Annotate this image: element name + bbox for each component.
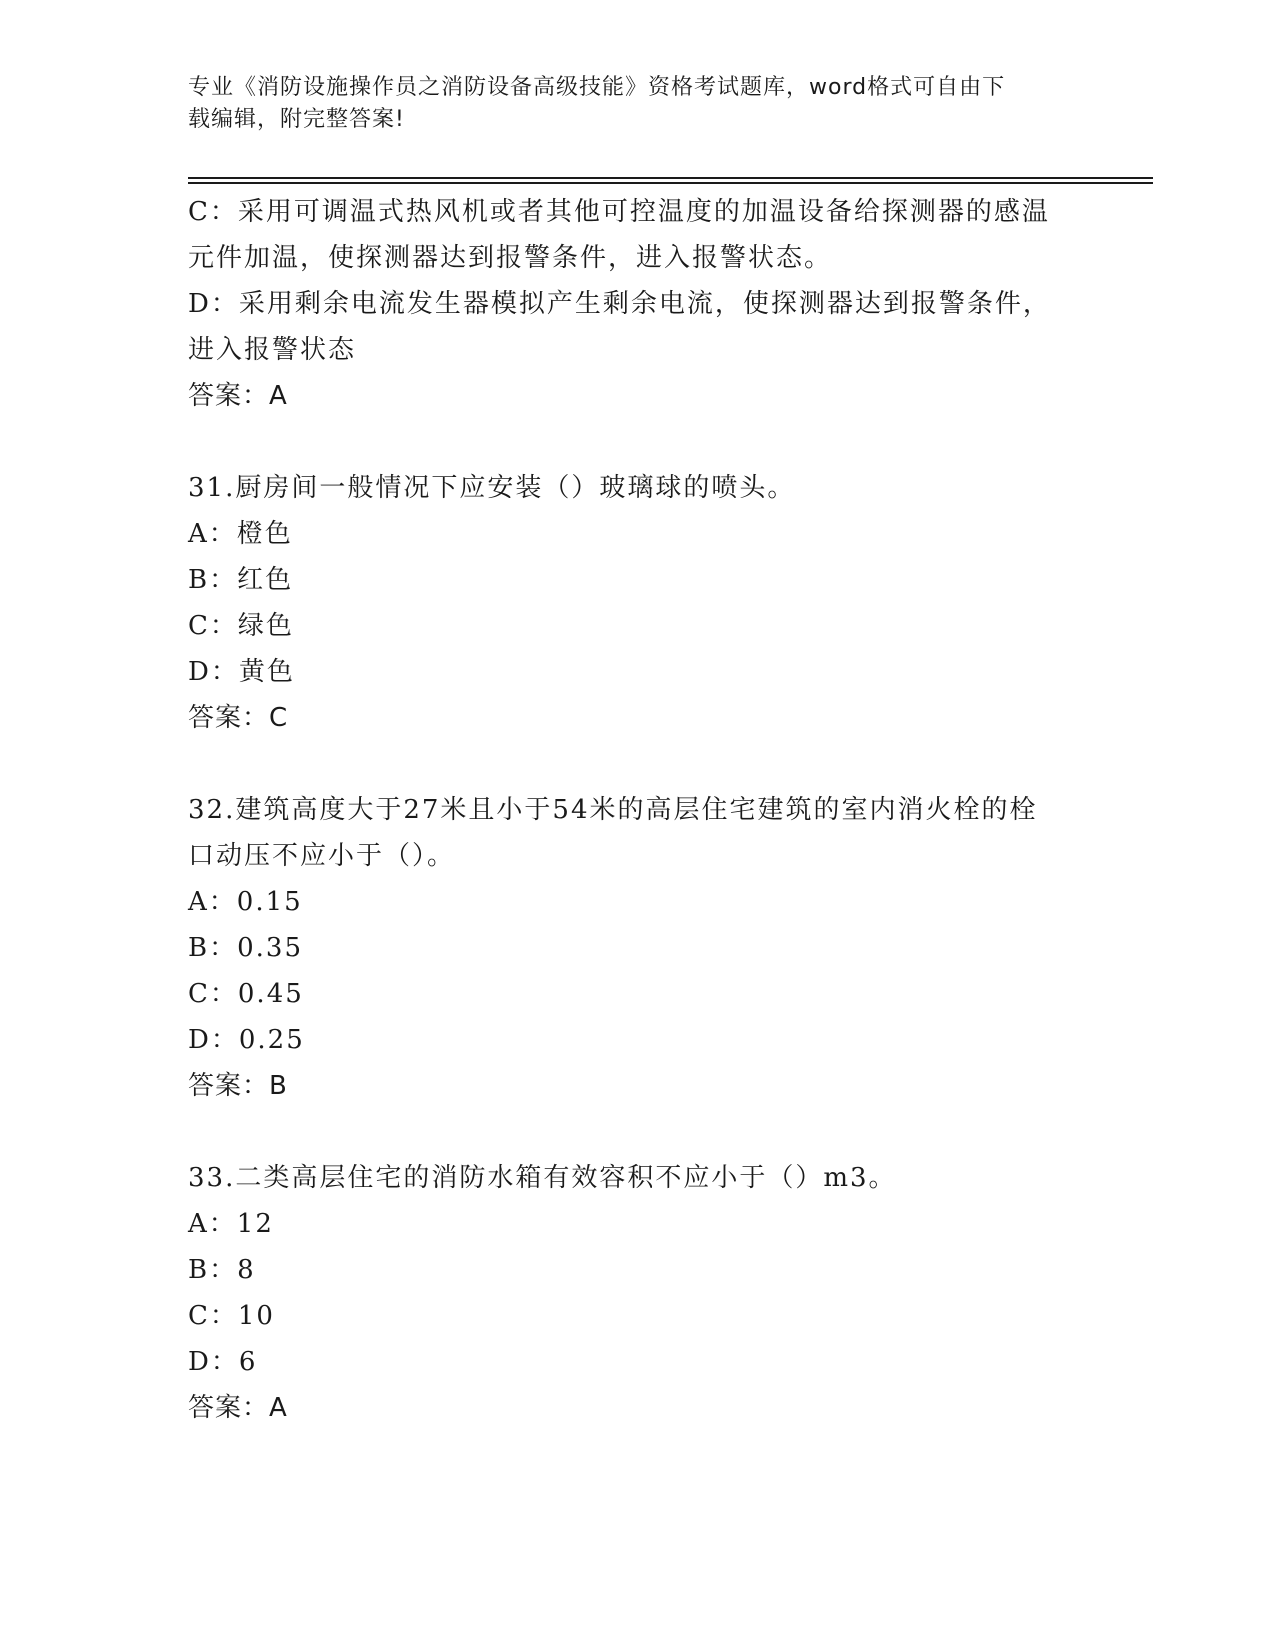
option-b: B：0.35 — [188, 933, 303, 963]
option-d: D：0.25 — [188, 1025, 305, 1055]
header-divider-bottom — [188, 182, 1153, 184]
option-c: C：10 — [188, 1301, 275, 1331]
option-c-line-1: C：采用可调温式热风机或者其他可控温度的加温设备给探测器的感温 — [188, 197, 1050, 227]
header-line-1: 专业《消防设施操作员之消防设备高级技能》资格考试题库，word格式可自由下 — [188, 75, 1006, 100]
question-32 — [188, 787, 1088, 1109]
option-a: A：12 — [188, 1209, 274, 1239]
option-a: A：橙色 — [188, 519, 293, 549]
spacer — [188, 419, 1088, 465]
option-d: D：黄色 — [188, 657, 295, 687]
answer-line: 答案：A — [188, 1393, 288, 1423]
option-d-line-1: D：采用剩余电流发生器模拟产生剩余电流，使探测器达到报警条件， — [188, 289, 1051, 319]
option-d-line-2: 进入报警状态 — [188, 335, 357, 365]
question-31 — [188, 465, 1088, 741]
header-divider-top — [188, 177, 1153, 179]
answer-line: 答案：B — [188, 1071, 288, 1101]
option-b: B：红色 — [188, 565, 294, 595]
question-stem-line-1: 32.建筑高度大于27米且小于54米的高层住宅建筑的室内消火栓的栓 — [188, 795, 1038, 825]
answer-line: 答案：C — [188, 703, 289, 733]
option-d: D：6 — [188, 1347, 258, 1377]
spacer — [188, 1109, 1088, 1155]
question-stem-line-2: 口动压不应小于（）。 — [188, 841, 456, 871]
document-body — [188, 189, 1088, 1431]
option-b: B：8 — [188, 1255, 256, 1285]
question-stem: 31.厨房间一般情况下应安装（）玻璃球的喷头。 — [188, 473, 796, 503]
spacer — [188, 741, 1088, 787]
option-a: A：0.15 — [188, 887, 303, 917]
option-c: C：绿色 — [188, 611, 294, 641]
answer-line: 答案：A — [188, 381, 288, 411]
question-33 — [188, 1155, 1088, 1431]
continued-question — [188, 189, 1088, 419]
option-c-line-2: 元件加温，使探测器达到报警条件，进入报警状态。 — [188, 243, 833, 273]
header-line-2: 载编辑，附完整答案! — [188, 107, 405, 132]
option-c: C：0.45 — [188, 979, 304, 1009]
document-header — [188, 72, 1068, 136]
question-stem: 33.二类高层住宅的消防水箱有效容积不应小于（）m3。 — [188, 1163, 897, 1193]
